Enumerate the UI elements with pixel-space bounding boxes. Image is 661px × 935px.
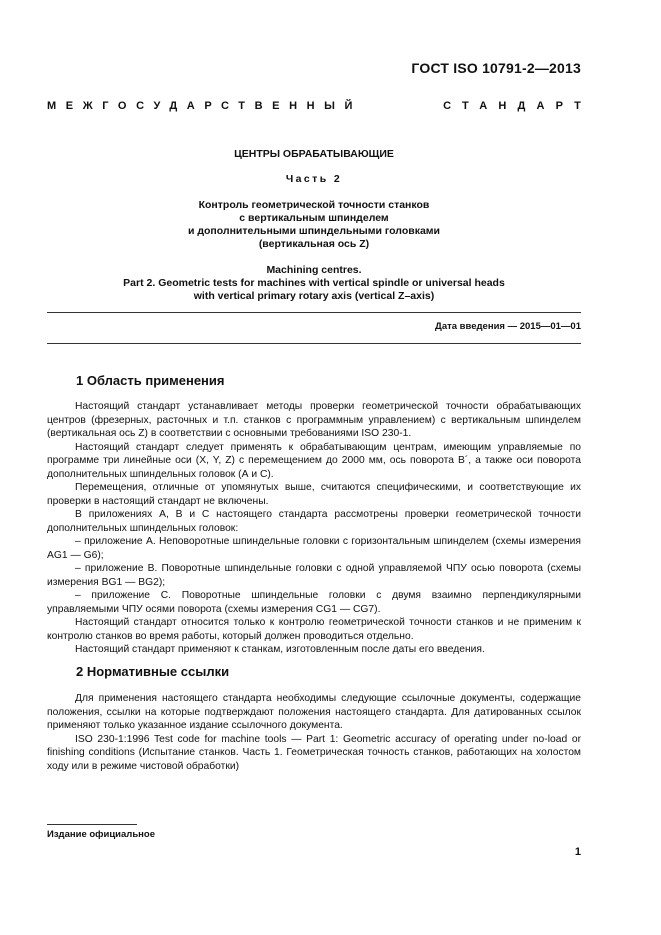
official-edition-label: Издание официальное — [47, 829, 155, 840]
paragraph: В приложениях А, В и С настоящего стандарта рассмотрены проверки геометрической точности дополнительных шпиндельных головок: — [47, 509, 581, 534]
english-subtitle-line: with vertical primary rotary axis (vertical Z–axis) — [193, 290, 435, 302]
list-item: – приложение А. Неповоротные шпиндельные головки с горизонтальным шпинделем (схемы измерения AG1 — G6); — [47, 536, 581, 561]
russian-subtitle-line: с вертикальным шпинделем — [239, 212, 389, 224]
english-subtitle — [47, 264, 581, 303]
section-1-body — [47, 400, 581, 657]
section-2-body — [47, 692, 581, 773]
russian-subtitle-line: Контроль геометрической точности станков — [198, 199, 430, 211]
standard-label: СТАНДАРТ — [443, 100, 592, 112]
page-number: 1 — [574, 846, 581, 858]
introduction-date: Дата введения — 2015—01—01 — [435, 321, 581, 332]
section-1-heading: 1 Область применения — [76, 373, 225, 388]
russian-subtitle-line: и дополнительными шпиндельными головками — [187, 225, 441, 237]
paragraph: Настоящий стандарт применяют к станкам, изготовленным после даты его введения. — [75, 644, 485, 655]
footer-divider — [47, 824, 137, 825]
divider-top — [47, 312, 581, 313]
document-number: ГОСТ ISO 10791-2—2013 — [411, 60, 581, 76]
english-subtitle-line: Machining centres. — [266, 264, 362, 276]
interstate-label: МЕЖГОСУДАРСТВЕННЫЙ — [47, 100, 363, 112]
russian-subtitle — [47, 199, 581, 251]
section-2-heading: 2 Нормативные ссылки — [76, 664, 230, 679]
paragraph: Настоящий стандарт относится только к контролю геометрической точности станков и не применим к контролю станков во время работы, который должен проводиться отдельно. — [47, 617, 581, 642]
paragraph: Настоящий стандарт следует применять к обрабатывающим центрам, имеющим управляемые по программе три линейные оси (X, Y, Z) с перемещением до 2000 мм, ось поворота B´, а также оси поворота дополнительных шпиндельных головок (А и С). — [47, 441, 581, 480]
part-label: Часть 2 — [285, 173, 343, 185]
english-subtitle-line: Part 2. Geometric tests for machines with vertical spindle or universal heads — [123, 277, 505, 289]
document-title: ЦЕНТРЫ ОБРАБАТЫВАЮЩИЕ — [234, 148, 394, 160]
paragraph: Перемещения, отличные от упомянутых выше, считаются специфическими, и соответствующие их проверки в настоящий стандарт не включены. — [47, 482, 581, 507]
divider-bottom — [47, 343, 581, 344]
list-item: – приложение В. Поворотные шпиндельные головки с одной управляемой ЧПУ осью поворота (схемы измерения BG1 — BG2); — [47, 563, 581, 588]
paragraph: Настоящий стандарт устанавливает методы проверки геометрической точности обрабатывающих центров (фрезерных, расточных и т.п. станков с программным управлением) с вертикальным шпинделем (вертикальная ось Z) в соответствии с основными требованиями ISO 230-1. — [47, 401, 581, 439]
paragraph: ISO 230-1:1996 Test code for machine tools — Part 1: Geometric accuracy of operating under no-load or finishing conditions (Испытание станков. Часть 1. Геометрическая точность станков, работающих на холостом ходу или в режиме чистовой обработки) — [47, 733, 581, 772]
interstate-standard-banner — [47, 100, 592, 112]
russian-subtitle-line: (вертикальная ось Z) — [258, 238, 370, 250]
paragraph: Для применения настоящего стандарта необходимы следующие ссылочные документы, содержащие положения, ссылки на которые подтверждают положения настоящего стандарта. Для датированных ссылок применяют только указанное издание ссылочного документа. — [47, 693, 581, 731]
list-item: – приложение С. Поворотные шпиндельные головки с двумя взаимно перпендикулярными управляемыми ЧПУ осями поворота (схемы измерения CG1 — CG7). — [47, 590, 581, 615]
